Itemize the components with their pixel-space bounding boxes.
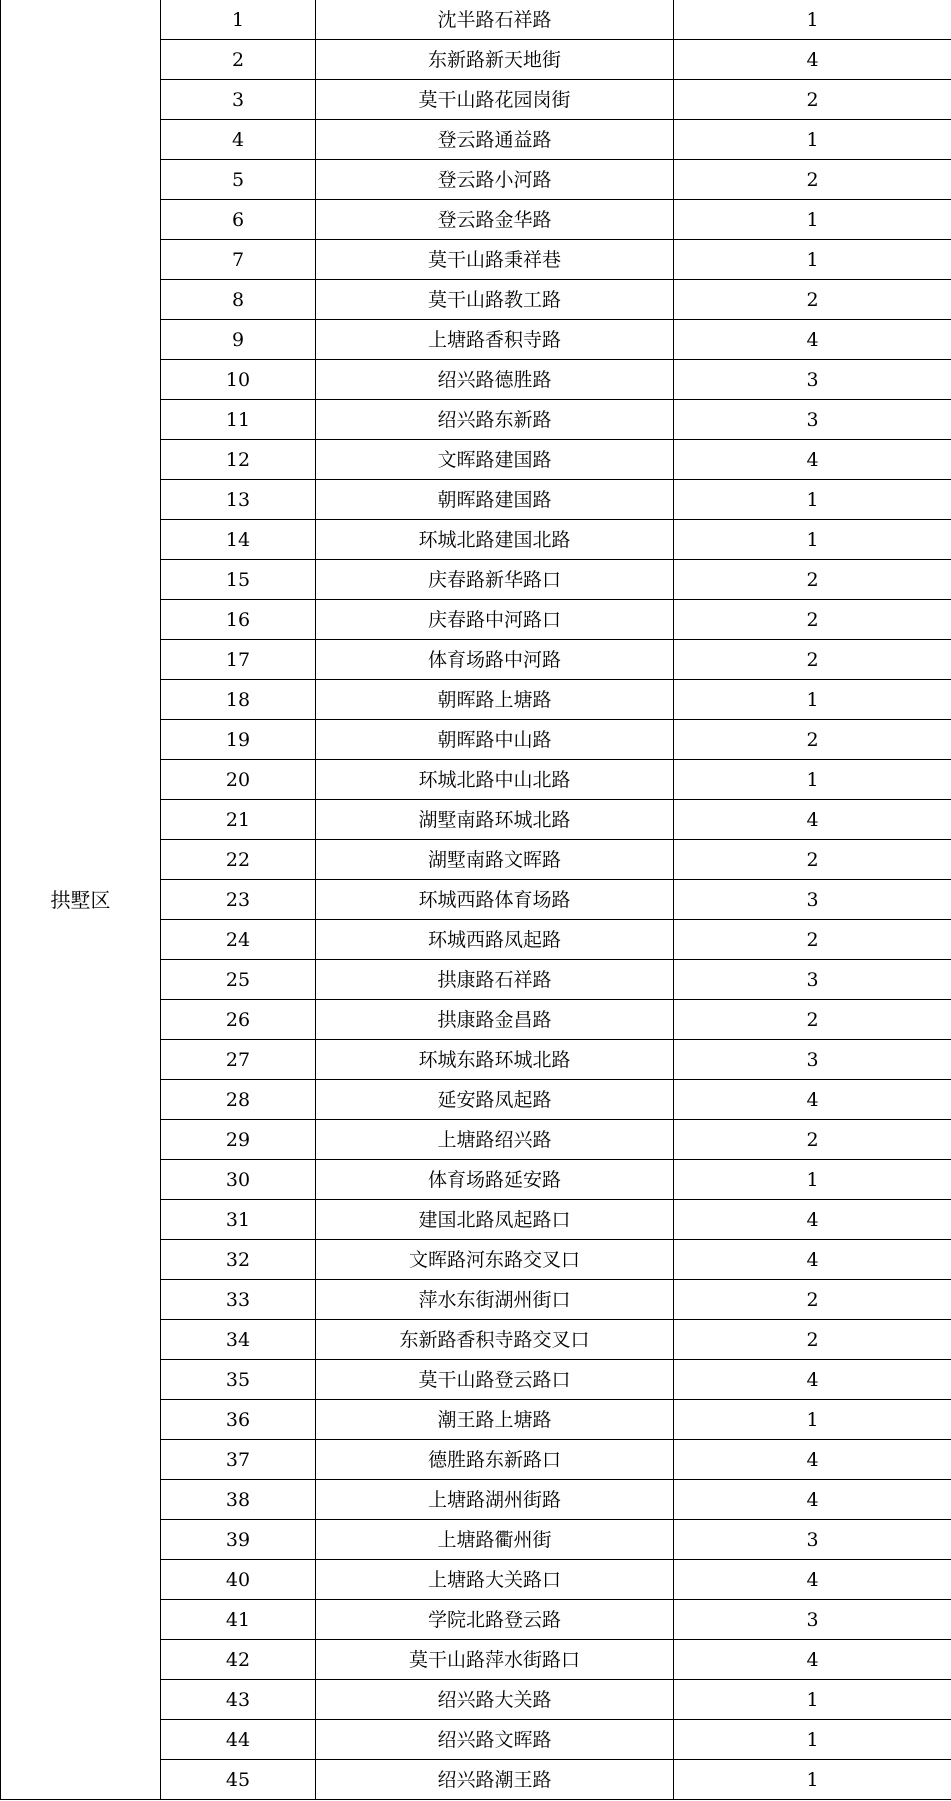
location-cell: 拱康路金昌路 <box>316 1000 674 1040</box>
count-cell: 3 <box>674 1040 951 1080</box>
row-number-cell: 30 <box>161 1160 316 1200</box>
row-number-cell: 7 <box>161 240 316 280</box>
count-cell: 1 <box>674 120 951 160</box>
row-number-cell: 33 <box>161 1280 316 1320</box>
count-cell: 1 <box>674 1760 951 1800</box>
count-cell: 1 <box>674 480 951 520</box>
location-cell: 环城西路体育场路 <box>316 880 674 920</box>
row-number-cell: 21 <box>161 800 316 840</box>
row-number-cell: 6 <box>161 200 316 240</box>
count-cell: 1 <box>674 1160 951 1200</box>
location-cell: 莫干山路登云路口 <box>316 1360 674 1400</box>
count-cell: 4 <box>674 1440 951 1480</box>
count-cell: 2 <box>674 1280 951 1320</box>
row-number-cell: 45 <box>161 1760 316 1800</box>
count-cell: 2 <box>674 560 951 600</box>
table-row <box>1 0 951 40</box>
row-number-cell: 18 <box>161 680 316 720</box>
location-cell: 庆春路新华路口 <box>316 560 674 600</box>
location-cell: 文晖路建国路 <box>316 440 674 480</box>
count-cell: 1 <box>674 1680 951 1720</box>
location-cell: 环城东路环城北路 <box>316 1040 674 1080</box>
count-cell: 4 <box>674 1080 951 1120</box>
location-cell: 朝晖路中山路 <box>316 720 674 760</box>
location-cell: 拱康路石祥路 <box>316 960 674 1000</box>
count-cell: 1 <box>674 200 951 240</box>
row-number-cell: 1 <box>161 0 316 40</box>
location-cell: 东新路新天地街 <box>316 40 674 80</box>
count-cell: 2 <box>674 600 951 640</box>
row-number-cell: 31 <box>161 1200 316 1240</box>
location-cell: 潮王路上塘路 <box>316 1400 674 1440</box>
count-cell: 3 <box>674 1520 951 1560</box>
count-cell: 3 <box>674 960 951 1000</box>
row-number-cell: 17 <box>161 640 316 680</box>
location-cell: 绍兴路潮王路 <box>316 1760 674 1800</box>
row-number-cell: 5 <box>161 160 316 200</box>
row-number-cell: 34 <box>161 1320 316 1360</box>
count-cell: 4 <box>674 40 951 80</box>
location-cell: 莫干山路秉祥巷 <box>316 240 674 280</box>
location-cell: 登云路小河路 <box>316 160 674 200</box>
count-cell: 3 <box>674 360 951 400</box>
location-cell: 上塘路大关路口 <box>316 1560 674 1600</box>
row-number-cell: 42 <box>161 1640 316 1680</box>
location-cell: 上塘路衢州街 <box>316 1520 674 1560</box>
location-cell: 延安路凤起路 <box>316 1080 674 1120</box>
row-number-cell: 38 <box>161 1480 316 1520</box>
location-cell: 上塘路香积寺路 <box>316 320 674 360</box>
location-cell: 文晖路河东路交叉口 <box>316 1240 674 1280</box>
count-cell: 1 <box>674 760 951 800</box>
row-number-cell: 12 <box>161 440 316 480</box>
location-cell: 绍兴路德胜路 <box>316 360 674 400</box>
row-number-cell: 25 <box>161 960 316 1000</box>
location-cell: 朝晖路上塘路 <box>316 680 674 720</box>
row-number-cell: 11 <box>161 400 316 440</box>
count-cell: 3 <box>674 400 951 440</box>
row-number-cell: 40 <box>161 1560 316 1600</box>
location-cell: 建国北路凤起路口 <box>316 1200 674 1240</box>
location-cell: 登云路金华路 <box>316 200 674 240</box>
location-cell: 环城北路建国北路 <box>316 520 674 560</box>
location-cell: 学院北路登云路 <box>316 1600 674 1640</box>
row-number-cell: 20 <box>161 760 316 800</box>
count-cell: 2 <box>674 720 951 760</box>
location-cell: 湖墅南路文晖路 <box>316 840 674 880</box>
count-cell: 1 <box>674 680 951 720</box>
location-cell: 莫干山路萍水街路口 <box>316 1640 674 1680</box>
row-number-cell: 2 <box>161 40 316 80</box>
table-body <box>1 0 951 1800</box>
count-cell: 1 <box>674 240 951 280</box>
row-number-cell: 14 <box>161 520 316 560</box>
row-number-cell: 16 <box>161 600 316 640</box>
row-number-cell: 28 <box>161 1080 316 1120</box>
location-cell: 沈半路石祥路 <box>316 0 674 40</box>
row-number-cell: 41 <box>161 1600 316 1640</box>
row-number-cell: 8 <box>161 280 316 320</box>
count-cell: 1 <box>674 1400 951 1440</box>
count-cell: 4 <box>674 1240 951 1280</box>
location-cell: 莫干山路花园岗街 <box>316 80 674 120</box>
row-number-cell: 43 <box>161 1680 316 1720</box>
row-number-cell: 39 <box>161 1520 316 1560</box>
count-cell: 4 <box>674 440 951 480</box>
row-number-cell: 13 <box>161 480 316 520</box>
location-cell: 湖墅南路环城北路 <box>316 800 674 840</box>
count-cell: 3 <box>674 880 951 920</box>
location-cell: 绍兴路文晖路 <box>316 1720 674 1760</box>
location-cell: 庆春路中河路口 <box>316 600 674 640</box>
location-cell: 体育场路延安路 <box>316 1160 674 1200</box>
location-cell: 朝晖路建国路 <box>316 480 674 520</box>
row-number-cell: 44 <box>161 1720 316 1760</box>
count-cell: 2 <box>674 160 951 200</box>
row-number-cell: 29 <box>161 1120 316 1160</box>
location-cell: 环城西路凤起路 <box>316 920 674 960</box>
count-cell: 2 <box>674 840 951 880</box>
count-cell: 1 <box>674 520 951 560</box>
row-number-cell: 19 <box>161 720 316 760</box>
count-cell: 2 <box>674 280 951 320</box>
count-cell: 2 <box>674 1000 951 1040</box>
count-cell: 3 <box>674 1600 951 1640</box>
row-number-cell: 4 <box>161 120 316 160</box>
count-cell: 2 <box>674 1120 951 1160</box>
location-cell: 东新路香积寺路交叉口 <box>316 1320 674 1360</box>
location-cell: 上塘路湖州街路 <box>316 1480 674 1520</box>
count-cell: 4 <box>674 800 951 840</box>
row-number-cell: 23 <box>161 880 316 920</box>
location-cell: 环城北路中山北路 <box>316 760 674 800</box>
row-number-cell: 9 <box>161 320 316 360</box>
location-cell: 绍兴路东新路 <box>316 400 674 440</box>
row-number-cell: 24 <box>161 920 316 960</box>
district-cell: 拱墅区 <box>1 0 161 1800</box>
row-number-cell: 26 <box>161 1000 316 1040</box>
count-cell: 4 <box>674 1640 951 1680</box>
location-cell: 绍兴路大关路 <box>316 1680 674 1720</box>
count-cell: 2 <box>674 640 951 680</box>
count-cell: 2 <box>674 1320 951 1360</box>
location-cell: 萍水东街湖州街口 <box>316 1280 674 1320</box>
row-number-cell: 22 <box>161 840 316 880</box>
count-cell: 4 <box>674 1480 951 1520</box>
count-cell: 1 <box>674 1720 951 1760</box>
row-number-cell: 35 <box>161 1360 316 1400</box>
row-number-cell: 27 <box>161 1040 316 1080</box>
count-cell: 4 <box>674 1200 951 1240</box>
location-cell: 登云路通益路 <box>316 120 674 160</box>
count-cell: 4 <box>674 320 951 360</box>
row-number-cell: 32 <box>161 1240 316 1280</box>
count-cell: 2 <box>674 80 951 120</box>
count-cell: 4 <box>674 1560 951 1600</box>
count-cell: 1 <box>674 0 951 40</box>
location-cell: 体育场路中河路 <box>316 640 674 680</box>
row-number-cell: 15 <box>161 560 316 600</box>
location-cell: 上塘路绍兴路 <box>316 1120 674 1160</box>
count-cell: 2 <box>674 920 951 960</box>
row-number-cell: 10 <box>161 360 316 400</box>
location-cell: 德胜路东新路口 <box>316 1440 674 1480</box>
row-number-cell: 36 <box>161 1400 316 1440</box>
count-cell: 4 <box>674 1360 951 1400</box>
location-cell: 莫干山路教工路 <box>316 280 674 320</box>
row-number-cell: 3 <box>161 80 316 120</box>
row-number-cell: 37 <box>161 1440 316 1480</box>
